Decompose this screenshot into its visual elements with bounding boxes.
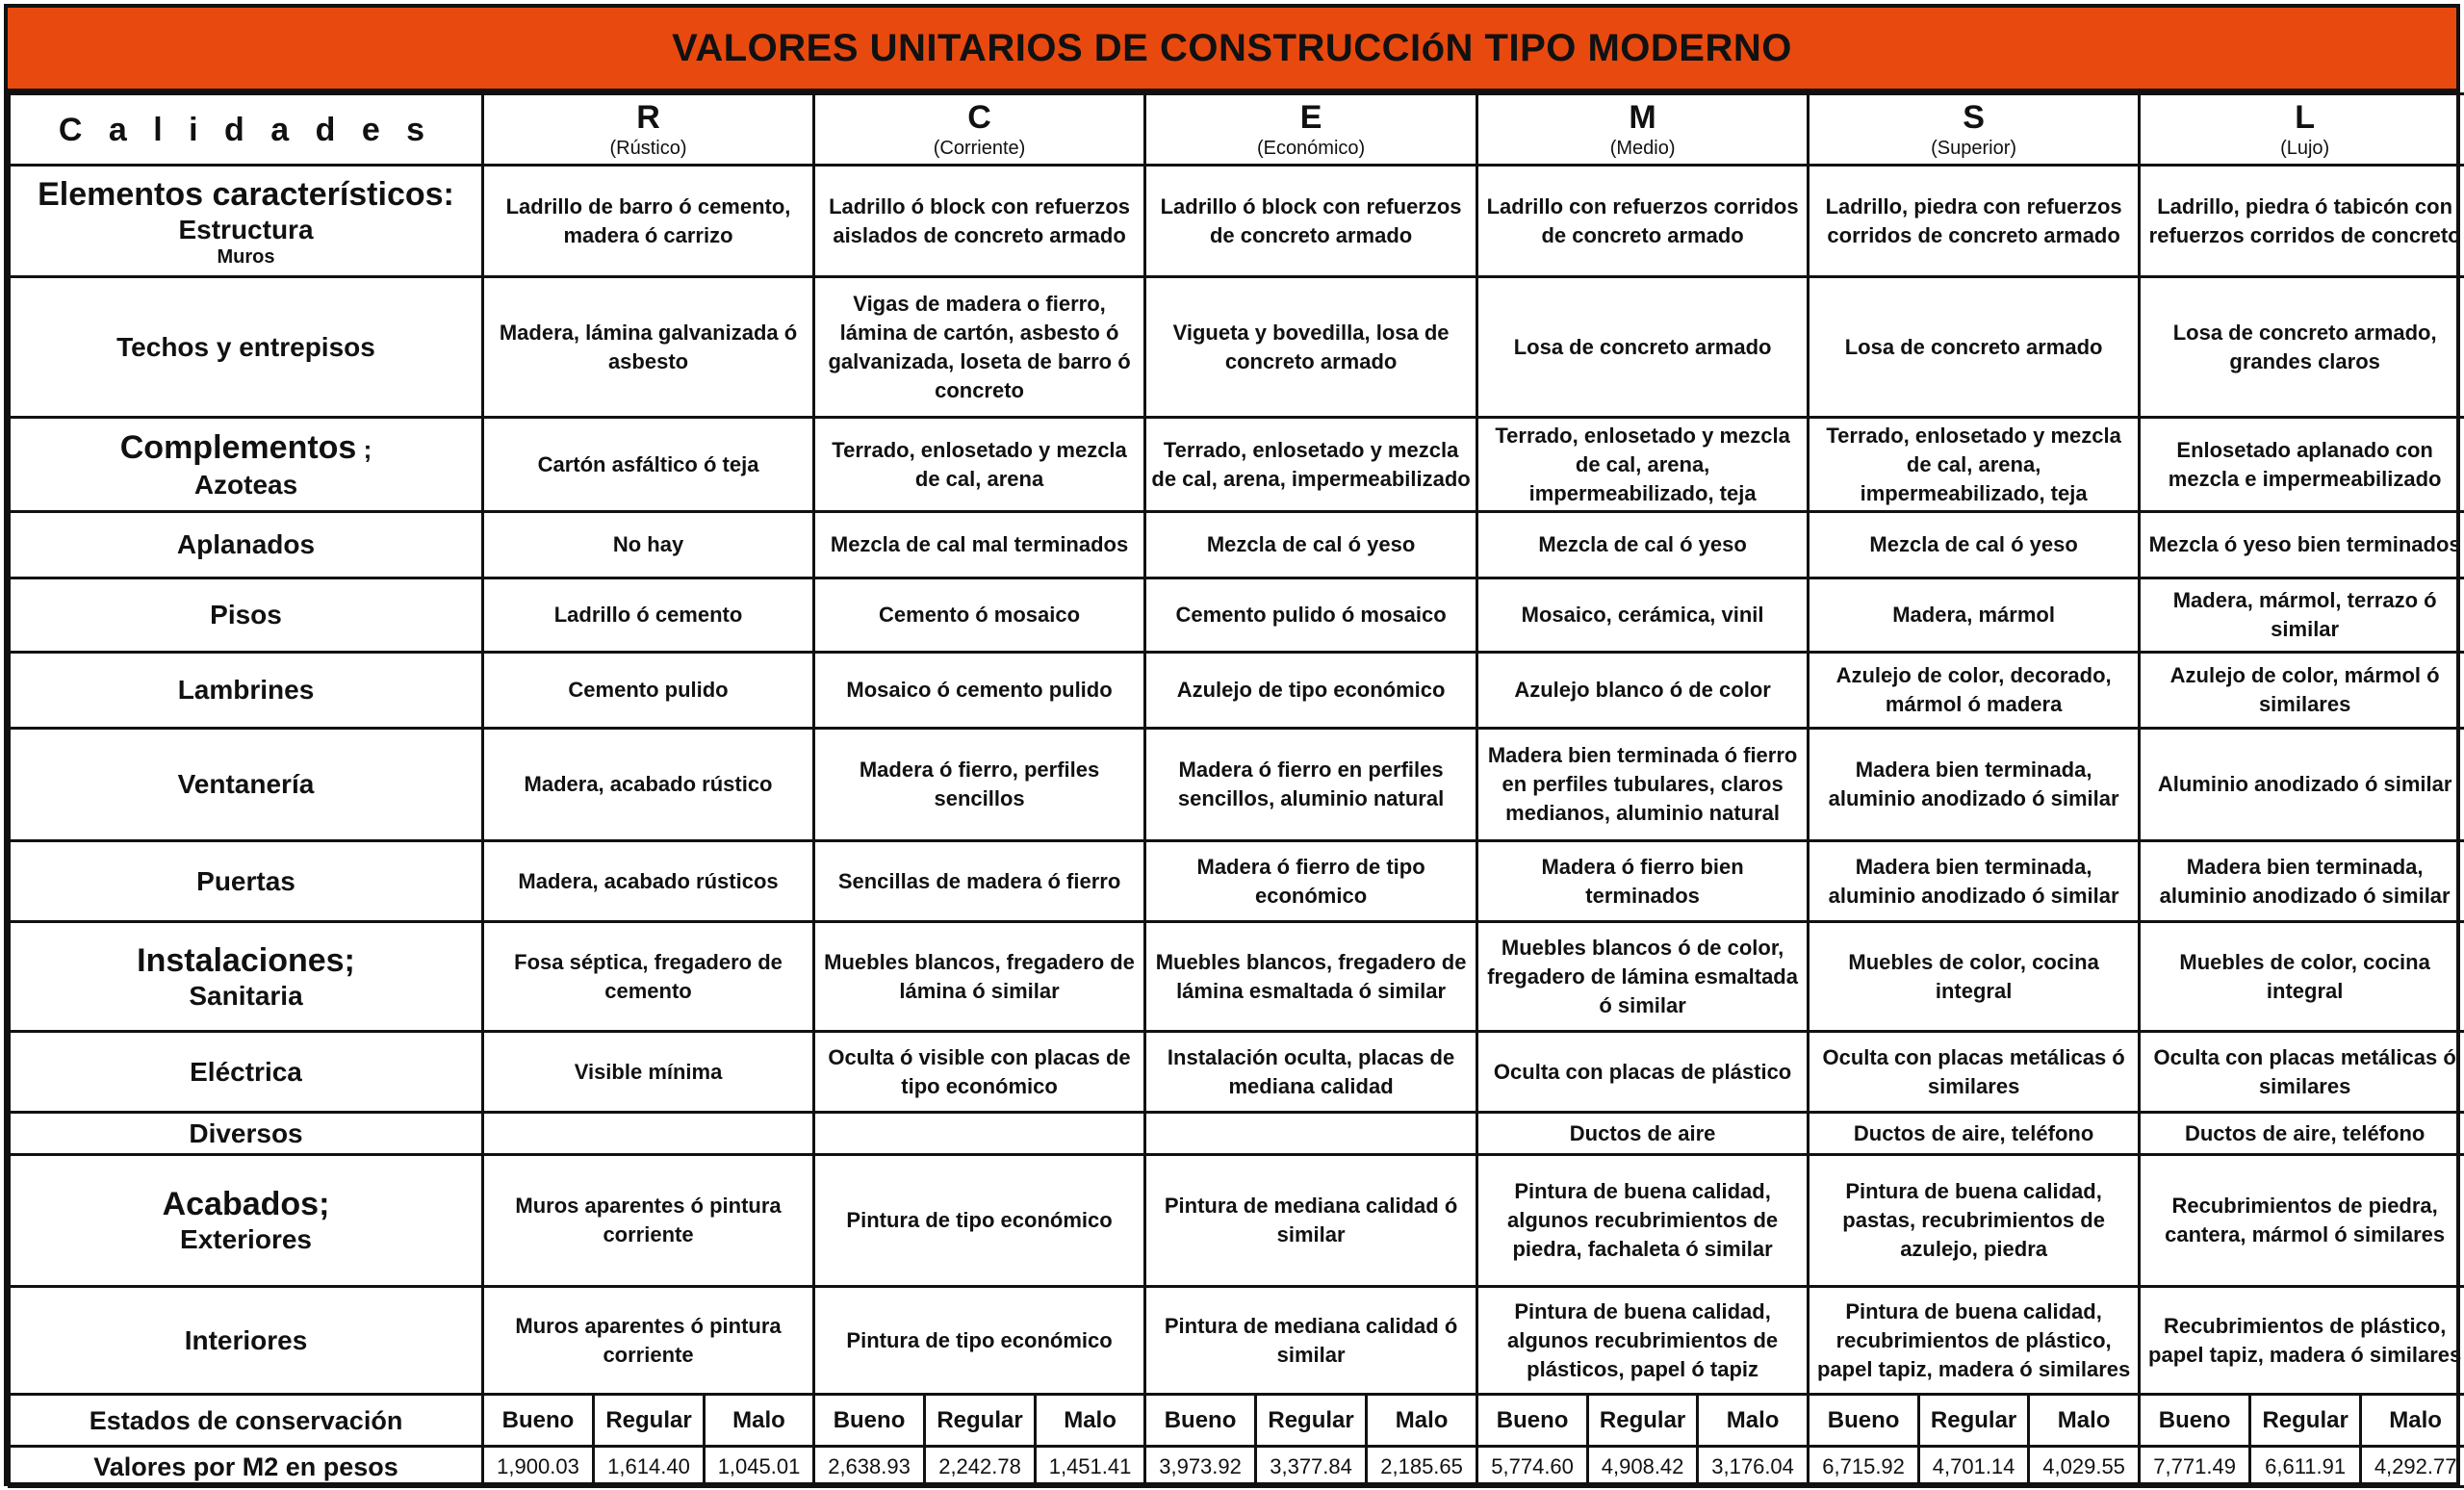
row-azoteas — [10, 418, 2464, 512]
section-heading — [14, 1185, 477, 1223]
value-cell: 1,614.40 — [594, 1447, 705, 1487]
cell-exteriores-m: Pintura de buena calidad, algunos recubrimientos de piedra, fachaleta ó similar — [1477, 1155, 1809, 1287]
row-label-text: Puertas — [196, 865, 295, 896]
row-label-text: Interiores — [184, 1324, 308, 1355]
section-heading — [14, 941, 477, 980]
row-label-text: Estructura — [178, 214, 314, 244]
cell-electrica-e: Instalación oculta, placas de mediana calidad — [1145, 1032, 1477, 1113]
value-cell: 4,701.14 — [1919, 1447, 2029, 1487]
cell-techos-s: Losa de concreto armado — [1809, 277, 2140, 418]
value-cell: 1,900.03 — [483, 1447, 594, 1487]
value-cell: 3,377.84 — [1256, 1447, 1367, 1487]
cell-pisos-r: Ladrillo ó cemento — [483, 578, 814, 653]
row-exteriores — [10, 1155, 2464, 1287]
cell-ventaneria-r: Madera, acabado rústico — [483, 729, 814, 841]
row-ventaneria — [10, 729, 2464, 841]
cell-techos-e: Vigueta y bovedilla, losa de concreto armado — [1145, 277, 1477, 418]
cell-electrica-l: Oculta con placas metálicas ó similares — [2140, 1032, 2464, 1113]
conservation-state: Bueno — [2140, 1395, 2250, 1447]
quality-header-m — [1477, 94, 1809, 166]
value-cell: 6,611.91 — [2250, 1447, 2361, 1487]
cell-diversos-l: Ductos de aire, teléfono — [2140, 1113, 2464, 1155]
section-heading-text: Instalaciones; — [137, 941, 355, 979]
cell-sanitaria-r: Fosa séptica, fregadero de cemento — [483, 922, 814, 1032]
cell-aplanados-l: Mezcla ó yeso bien terminados — [2140, 512, 2464, 578]
cell-puertas-s: Madera bien terminada, aluminio anodizado ó similar — [1809, 841, 2140, 922]
conservation-state: Regular — [1919, 1395, 2029, 1447]
quality-header-c — [814, 94, 1145, 166]
cell-azoteas-r: Cartón asfáltico ó teja — [483, 418, 814, 512]
cell-diversos-e — [1145, 1113, 1477, 1155]
conservation-state: Regular — [925, 1395, 1036, 1447]
cell-estructura-l: Ladrillo, piedra ó tabicón con refuerzos corridos de concreto — [2140, 166, 2464, 277]
quality-letter: E — [1299, 98, 1322, 136]
cell-pisos-c: Cemento ó mosaico — [814, 578, 1145, 653]
row-label-text: Ventanería — [177, 769, 315, 799]
quality-name: (Corriente) — [933, 137, 1026, 159]
cell-exteriores-s: Pintura de buena calidad, pastas, recubrimientos de azulejo, piedra — [1809, 1155, 2140, 1287]
value-cell: 1,045.01 — [705, 1447, 814, 1487]
section-heading-suffix: ; — [356, 434, 372, 464]
cell-techos-c: Vigas de madera o fierro, lámina de cartón, asbesto ó galvanizada, loseta de barro ó concreto — [814, 277, 1145, 418]
conservation-state: Bueno — [1809, 1395, 1919, 1447]
value-cell: 3,176.04 — [1698, 1447, 1809, 1487]
cell-techos-l: Losa de concreto armado, grandes claros — [2140, 277, 2464, 418]
conservation-state: Malo — [705, 1395, 814, 1447]
conservation-state: Malo — [2361, 1395, 2464, 1447]
row-interiores — [10, 1287, 2464, 1395]
value-cell: 4,029.55 — [2029, 1447, 2140, 1487]
cell-techos-m: Losa de concreto armado — [1477, 277, 1809, 418]
row-label-text: Lambrines — [177, 675, 315, 705]
cell-diversos-c — [814, 1113, 1145, 1155]
qualities-label: C a l i d a d e s — [10, 94, 483, 166]
cell-electrica-m: Oculta con placas de plástico — [1477, 1032, 1809, 1113]
quality-name: (Medio) — [1609, 137, 1676, 159]
cell-azoteas-l: Enlosetado aplanado con mezcla e impermeabilizado — [2140, 418, 2464, 512]
quality-letter: S — [1963, 98, 1985, 136]
row-label-estructura — [10, 166, 483, 277]
cell-exteriores-l: Recubrimientos de piedra, cantera, mármol ó similares — [2140, 1155, 2464, 1287]
cell-aplanados-r: No hay — [483, 512, 814, 578]
cell-electrica-c: Oculta ó visible con placas de tipo económico — [814, 1032, 1145, 1113]
row-label-text: Diversos — [189, 1118, 303, 1148]
quality-name: (Económico) — [1256, 137, 1366, 159]
cell-sanitaria-s: Muebles de color, cocina integral — [1809, 922, 2140, 1032]
quality-header-row — [10, 94, 2464, 166]
cell-interiores-c: Pintura de tipo económico — [814, 1287, 1145, 1395]
quality-name: (Rústico) — [609, 137, 687, 159]
cell-techos-r: Madera, lámina galvanizada ó asbesto — [483, 277, 814, 418]
row-label-electrica — [10, 1032, 483, 1113]
cell-electrica-r: Visible mínima — [483, 1032, 814, 1113]
row-label-interiores — [10, 1287, 483, 1395]
row-label-sanitaria — [10, 922, 483, 1032]
cell-estructura-m: Ladrillo con refuerzos corridos de concreto armado — [1477, 166, 1809, 277]
cell-lambrines-e: Azulejo de tipo económico — [1145, 653, 1477, 729]
value-cell: 7,771.49 — [2140, 1447, 2250, 1487]
cell-electrica-s: Oculta con placas metálicas ó similares — [1809, 1032, 2140, 1113]
cell-diversos-s: Ductos de aire, teléfono — [1809, 1113, 2140, 1155]
cell-interiores-e: Pintura de mediana calidad ó similar — [1145, 1287, 1477, 1395]
cell-aplanados-m: Mezcla de cal ó yeso — [1477, 512, 1809, 578]
cell-puertas-l: Madera bien terminada, aluminio anodizado ó similar — [2140, 841, 2464, 922]
section-heading-text: Elementos característicos: — [38, 175, 454, 213]
section-heading-text: Acabados; — [162, 1186, 330, 1222]
value-cell: 5,774.60 — [1477, 1447, 1588, 1487]
cell-exteriores-r: Muros aparentes ó pintura corriente — [483, 1155, 814, 1287]
cell-interiores-l: Recubrimientos de plástico, papel tapiz, madera ó similares — [2140, 1287, 2464, 1395]
cell-azoteas-m: Terrado, enlosetado y mezcla de cal, arena, impermeabilizado, teja — [1477, 418, 1809, 512]
section-heading-text: Complementos — [119, 428, 357, 466]
section-heading — [14, 428, 477, 469]
cell-interiores-r: Muros aparentes ó pintura corriente — [483, 1287, 814, 1395]
conservation-state: Malo — [1698, 1395, 1809, 1447]
row-label-pisos — [10, 578, 483, 653]
quality-letter: R — [636, 98, 660, 136]
cell-ventaneria-c: Madera ó fierro, perfiles sencillos — [814, 729, 1145, 841]
quality-letter: L — [2295, 98, 2316, 136]
cell-exteriores-c: Pintura de tipo económico — [814, 1155, 1145, 1287]
conservation-state: Bueno — [814, 1395, 925, 1447]
cell-sanitaria-c: Muebles blancos, fregadero de lámina ó similar — [814, 922, 1145, 1032]
cell-exteriores-e: Pintura de mediana calidad ó similar — [1145, 1155, 1477, 1287]
conservation-state: Malo — [1036, 1395, 1145, 1447]
cell-ventaneria-m: Madera bien terminada ó fierro en perfiles tubulares, claros medianos, aluminio natural — [1477, 729, 1809, 841]
cell-puertas-r: Madera, acabado rústicos — [483, 841, 814, 922]
conservation-state: Bueno — [1145, 1395, 1256, 1447]
row-label-text: Pisos — [210, 600, 282, 629]
row-diversos — [10, 1113, 2464, 1155]
cell-sanitaria-m: Muebles blancos ó de color, fregadero de lámina esmaltada ó similar — [1477, 922, 1809, 1032]
row-label-exteriores — [10, 1155, 483, 1287]
row-sanitaria — [10, 922, 2464, 1032]
cell-lambrines-s: Azulejo de color, decorado, mármol ó madera — [1809, 653, 2140, 729]
row-label-puertas — [10, 841, 483, 922]
row-puertas — [10, 841, 2464, 922]
conservation-label: Estados de conservación — [10, 1395, 483, 1447]
cell-lambrines-r: Cemento pulido — [483, 653, 814, 729]
cell-pisos-e: Cemento pulido ó mosaico — [1145, 578, 1477, 653]
row-lambrines — [10, 653, 2464, 729]
cell-sanitaria-e: Muebles blancos, fregadero de lámina esmaltada ó similar — [1145, 922, 1477, 1032]
cell-sanitaria-l: Muebles de color, cocina integral — [2140, 922, 2464, 1032]
valuation-sheet — [4, 4, 2460, 1486]
cell-aplanados-c: Mezcla de cal mal terminados — [814, 512, 1145, 578]
cell-aplanados-s: Mezcla de cal ó yeso — [1809, 512, 2140, 578]
conservation-state: Bueno — [1477, 1395, 1588, 1447]
quality-header-r — [483, 94, 814, 166]
value-cell: 1,451.41 — [1036, 1447, 1145, 1487]
row-pisos — [10, 578, 2464, 653]
page-title: VALORES UNITARIOS DE CONSTRUCCIóN TIPO MODERNO — [672, 26, 1792, 69]
cell-aplanados-e: Mezcla de cal ó yeso — [1145, 512, 1477, 578]
title-bar — [8, 8, 2456, 92]
conservation-state: Malo — [2029, 1395, 2140, 1447]
row-label-text: Exteriores — [180, 1224, 312, 1254]
cell-pisos-m: Mosaico, cerámica, vinil — [1477, 578, 1809, 653]
cell-ventaneria-s: Madera bien terminada, aluminio anodizado ó similar — [1809, 729, 2140, 841]
quality-header-l — [2140, 94, 2464, 166]
row-techos — [10, 277, 2464, 418]
cell-puertas-e: Madera ó fierro de tipo económico — [1145, 841, 1477, 922]
value-cell: 2,638.93 — [814, 1447, 925, 1487]
conservation-state: Regular — [1256, 1395, 1367, 1447]
row-label-aplanados — [10, 512, 483, 578]
row-label-text: Eléctrica — [190, 1056, 302, 1087]
cell-puertas-m: Madera ó fierro bien terminados — [1477, 841, 1809, 922]
value-cell: 4,908.42 — [1588, 1447, 1698, 1487]
value-cell: 6,715.92 — [1809, 1447, 1919, 1487]
row-label-techos — [10, 277, 483, 418]
value-cell: 2,185.65 — [1367, 1447, 1477, 1487]
quality-name: (Lujo) — [2280, 137, 2330, 159]
row-label-lambrines — [10, 653, 483, 729]
conservation-state: Malo — [1367, 1395, 1477, 1447]
cell-ventaneria-e: Madera ó fierro en perfiles sencillos, aluminio natural — [1145, 729, 1477, 841]
row-label-text: Azoteas — [193, 469, 298, 500]
row-sublabel-text: Muros — [217, 245, 275, 268]
cell-estructura-e: Ladrillo ó block con refuerzos de concreto armado — [1145, 166, 1477, 277]
cell-pisos-l: Madera, mármol, terrazo ó similar — [2140, 578, 2464, 653]
cell-lambrines-c: Mosaico ó cemento pulido — [814, 653, 1145, 729]
quality-header-s — [1809, 94, 2140, 166]
values-row — [10, 1447, 2464, 1487]
cell-puertas-c: Sencillas de madera ó fierro — [814, 841, 1145, 922]
cell-diversos-m: Ductos de aire — [1477, 1113, 1809, 1155]
cell-estructura-s: Ladrillo, piedra con refuerzos corridos de concreto armado — [1809, 166, 2140, 277]
cell-azoteas-c: Terrado, enlosetado y mezcla de cal, arena — [814, 418, 1145, 512]
conservation-row — [10, 1395, 2464, 1447]
quality-header-e — [1145, 94, 1477, 166]
valuation-table — [8, 92, 2464, 1488]
value-cell: 2,242.78 — [925, 1447, 1036, 1487]
cell-estructura-c: Ladrillo ó block con refuerzos aislados de concreto armado — [814, 166, 1145, 277]
cell-azoteas-e: Terrado, enlosetado y mezcla de cal, arena, impermeabilizado — [1145, 418, 1477, 512]
conservation-state: Bueno — [483, 1395, 594, 1447]
cell-pisos-s: Madera, mármol — [1809, 578, 2140, 653]
row-label-text: Techos y entrepisos — [116, 331, 375, 362]
cell-diversos-r — [483, 1113, 814, 1155]
conservation-state: Regular — [1588, 1395, 1698, 1447]
cell-lambrines-m: Azulejo blanco ó de color — [1477, 653, 1809, 729]
quality-name: (Superior) — [1931, 137, 2017, 159]
quality-letter: C — [967, 98, 991, 136]
cell-interiores-m: Pintura de buena calidad, algunos recubrimientos de plásticos, papel ó tapiz — [1477, 1287, 1809, 1395]
value-cell: 3,973.92 — [1145, 1447, 1256, 1487]
conservation-state: Regular — [2250, 1395, 2361, 1447]
cell-ventaneria-l: Aluminio anodizado ó similar — [2140, 729, 2464, 841]
row-electrica — [10, 1032, 2464, 1113]
section-heading — [14, 175, 477, 214]
row-label-diversos — [10, 1113, 483, 1155]
row-aplanados — [10, 512, 2464, 578]
conservation-state: Regular — [594, 1395, 705, 1447]
cell-estructura-r: Ladrillo de barro ó cemento, madera ó carrizo — [483, 166, 814, 277]
row-label-text: Aplanados — [176, 529, 316, 559]
quality-letter: M — [1629, 98, 1656, 136]
cell-lambrines-l: Azulejo de color, mármol ó similares — [2140, 653, 2464, 729]
cell-interiores-s: Pintura de buena calidad, recubrimientos de plástico, papel tapiz, madera ó similares — [1809, 1287, 2140, 1395]
row-label-text: Sanitaria — [189, 980, 303, 1011]
row-label-azoteas — [10, 418, 483, 512]
values-label: Valores por M2 en pesos — [10, 1447, 483, 1487]
value-cell: 4,292.77 — [2361, 1447, 2464, 1487]
cell-azoteas-s: Terrado, enlosetado y mezcla de cal, arena, impermeabilizado, teja — [1809, 418, 2140, 512]
row-estructura — [10, 166, 2464, 277]
row-label-ventaneria — [10, 729, 483, 841]
